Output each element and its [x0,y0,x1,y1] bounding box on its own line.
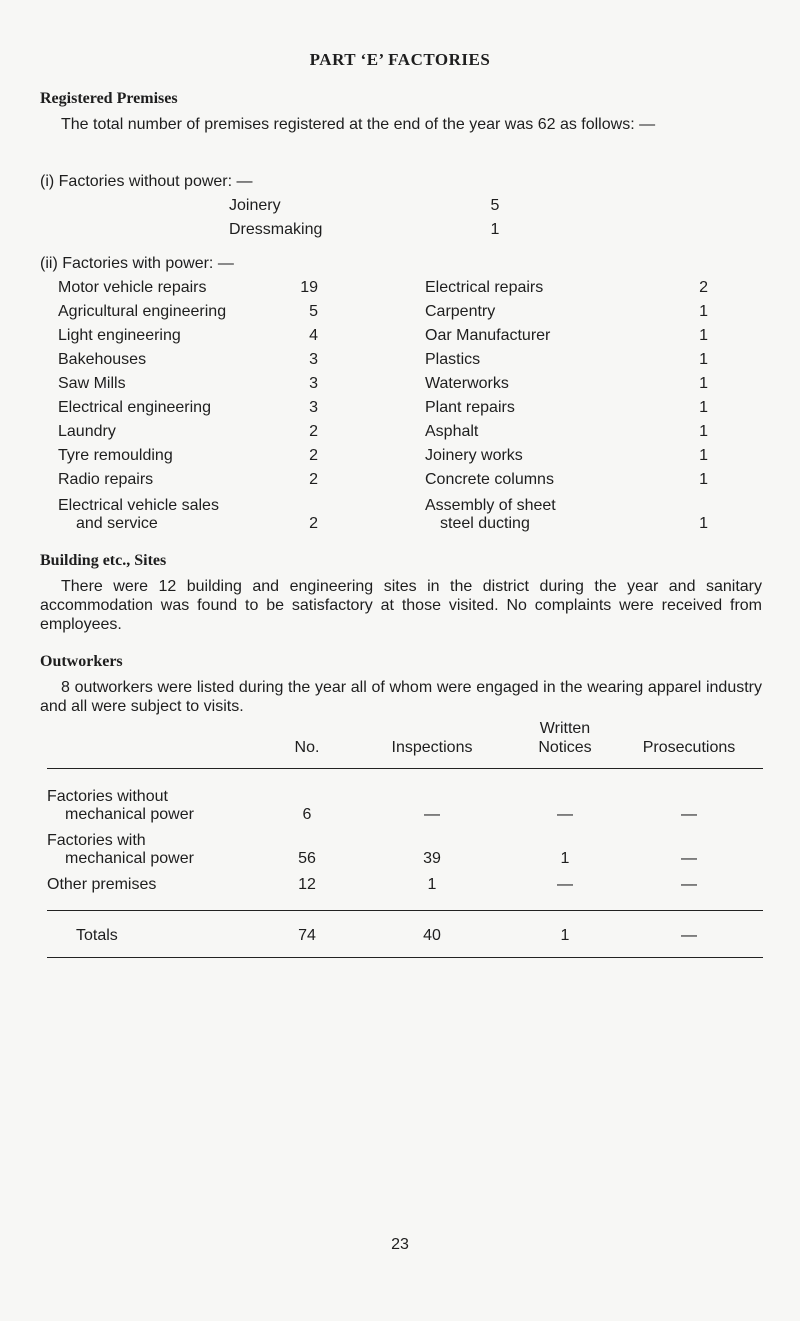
table-row-label: Other premises [47,876,157,893]
factory-type: Plant repairs [425,399,515,416]
table-row-label-continued: mechanical power [65,806,194,823]
table-total-prosecutions: — [681,927,697,944]
table-row-label-continued: mechanical power [65,850,194,867]
factory-type: Joinery works [425,447,523,464]
table-cell-no: 6 [302,806,312,823]
factory-count: 3 [309,351,318,368]
with-power-label: (ii) Factories with power: — [40,255,234,272]
factory-type-continued: and service [76,515,158,532]
table-row-label: Factories without [47,788,168,805]
building-sites-text: There were 12 building and engineering sites in the district during the year and sanitary accommodation was found to be satisfactory at those visited. No complaints were received from employees. [40,578,762,633]
factory-type: Radio repairs [58,471,154,488]
factory-type: Saw Mills [58,375,126,392]
building-sites-heading: Building etc., Sites [40,552,167,569]
factory-count: 3 [309,375,318,392]
table-header-prosecutions: Prosecutions [642,739,736,756]
without-power-label: (i) Factories without power: — [40,173,253,190]
registered-premises-heading: Registered Premises [40,90,178,107]
factory-type: Electrical repairs [425,279,544,296]
without-power-item-count: 5 [490,197,500,214]
factory-count: 1 [699,423,708,440]
table-cell-inspections: 39 [423,850,441,867]
table-cell-prosecutions: — [681,876,697,893]
without-power-item-name: Joinery [229,197,281,214]
table-cell-no: 56 [298,850,316,867]
factory-count: 2 [699,279,708,296]
factory-type: Electrical vehicle sales [58,497,219,514]
table-total-no: 74 [298,927,316,944]
table-totals-label: Totals [76,927,118,944]
factory-count: 3 [309,399,318,416]
factory-type: Oar Manufacturer [425,327,551,344]
without-power-item-count: 1 [490,221,500,238]
factory-type: Plastics [425,351,481,368]
factory-count: 5 [309,303,318,320]
factory-type: Carpentry [425,303,496,320]
without-power-item-name: Dressmaking [229,221,323,238]
table-totals-rule [47,910,763,911]
table-cell-no: 12 [298,876,316,893]
factory-type-continued: steel ducting [440,515,530,532]
factory-type: Concrete columns [425,471,554,488]
factory-count: 1 [699,471,708,488]
factory-count: 1 [699,399,708,416]
table-total-notices: 1 [560,927,570,944]
factory-type: Bakehouses [58,351,147,368]
factory-count: 1 [699,375,708,392]
factory-type: Asphalt [425,423,479,440]
factory-count: 2 [309,423,318,440]
factory-type: Waterworks [425,375,509,392]
factory-count: 1 [699,327,708,344]
factory-type: Light engineering [58,327,181,344]
factory-type: Tyre remoulding [58,447,173,464]
table-header-rule [47,768,763,769]
table-header-notices: Notices [538,739,592,756]
factory-count: 1 [699,303,708,320]
table-row-label: Factories with [47,832,146,849]
table-cell-notices: — [557,806,573,823]
factory-count: 2 [309,447,318,464]
outworkers-text: 8 outworkers were listed during the year all of whom were engaged in the wearing apparel industry and all were subject to visits. [40,679,762,715]
table-header-written: Written [539,720,591,737]
registered-premises-intro: The total number of premises registered at the end of the year was 62 as follows: — [61,116,656,133]
factory-count: 2 [309,515,318,532]
factory-type: Assembly of sheet [425,497,556,514]
table-total-inspections: 40 [423,927,441,944]
factory-type: Motor vehicle repairs [58,279,207,296]
factory-count: 2 [309,471,318,488]
table-cell-inspections: 1 [427,876,437,893]
factory-count: 1 [699,447,708,464]
table-cell-inspections: — [424,806,440,823]
table-cell-notices: 1 [560,850,570,867]
table-cell-notices: — [557,876,573,893]
factory-type: Agricultural engineering [58,303,227,320]
page-title: PART ‘E’ FACTORIES [309,50,491,69]
factory-type: Electrical engineering [58,399,211,416]
factory-type: Laundry [58,423,116,440]
page-number: 23 [391,1236,409,1253]
factory-count: 19 [300,279,318,296]
table-header-inspections: Inspections [391,739,473,756]
factory-count: 1 [699,351,708,368]
table-header-no: No. [294,739,320,756]
factory-count: 1 [699,515,708,532]
factory-count: 4 [309,327,318,344]
table-bottom-rule [47,957,763,958]
outworkers-heading: Outworkers [40,653,123,670]
table-cell-prosecutions: — [681,850,697,867]
table-cell-prosecutions: — [681,806,697,823]
